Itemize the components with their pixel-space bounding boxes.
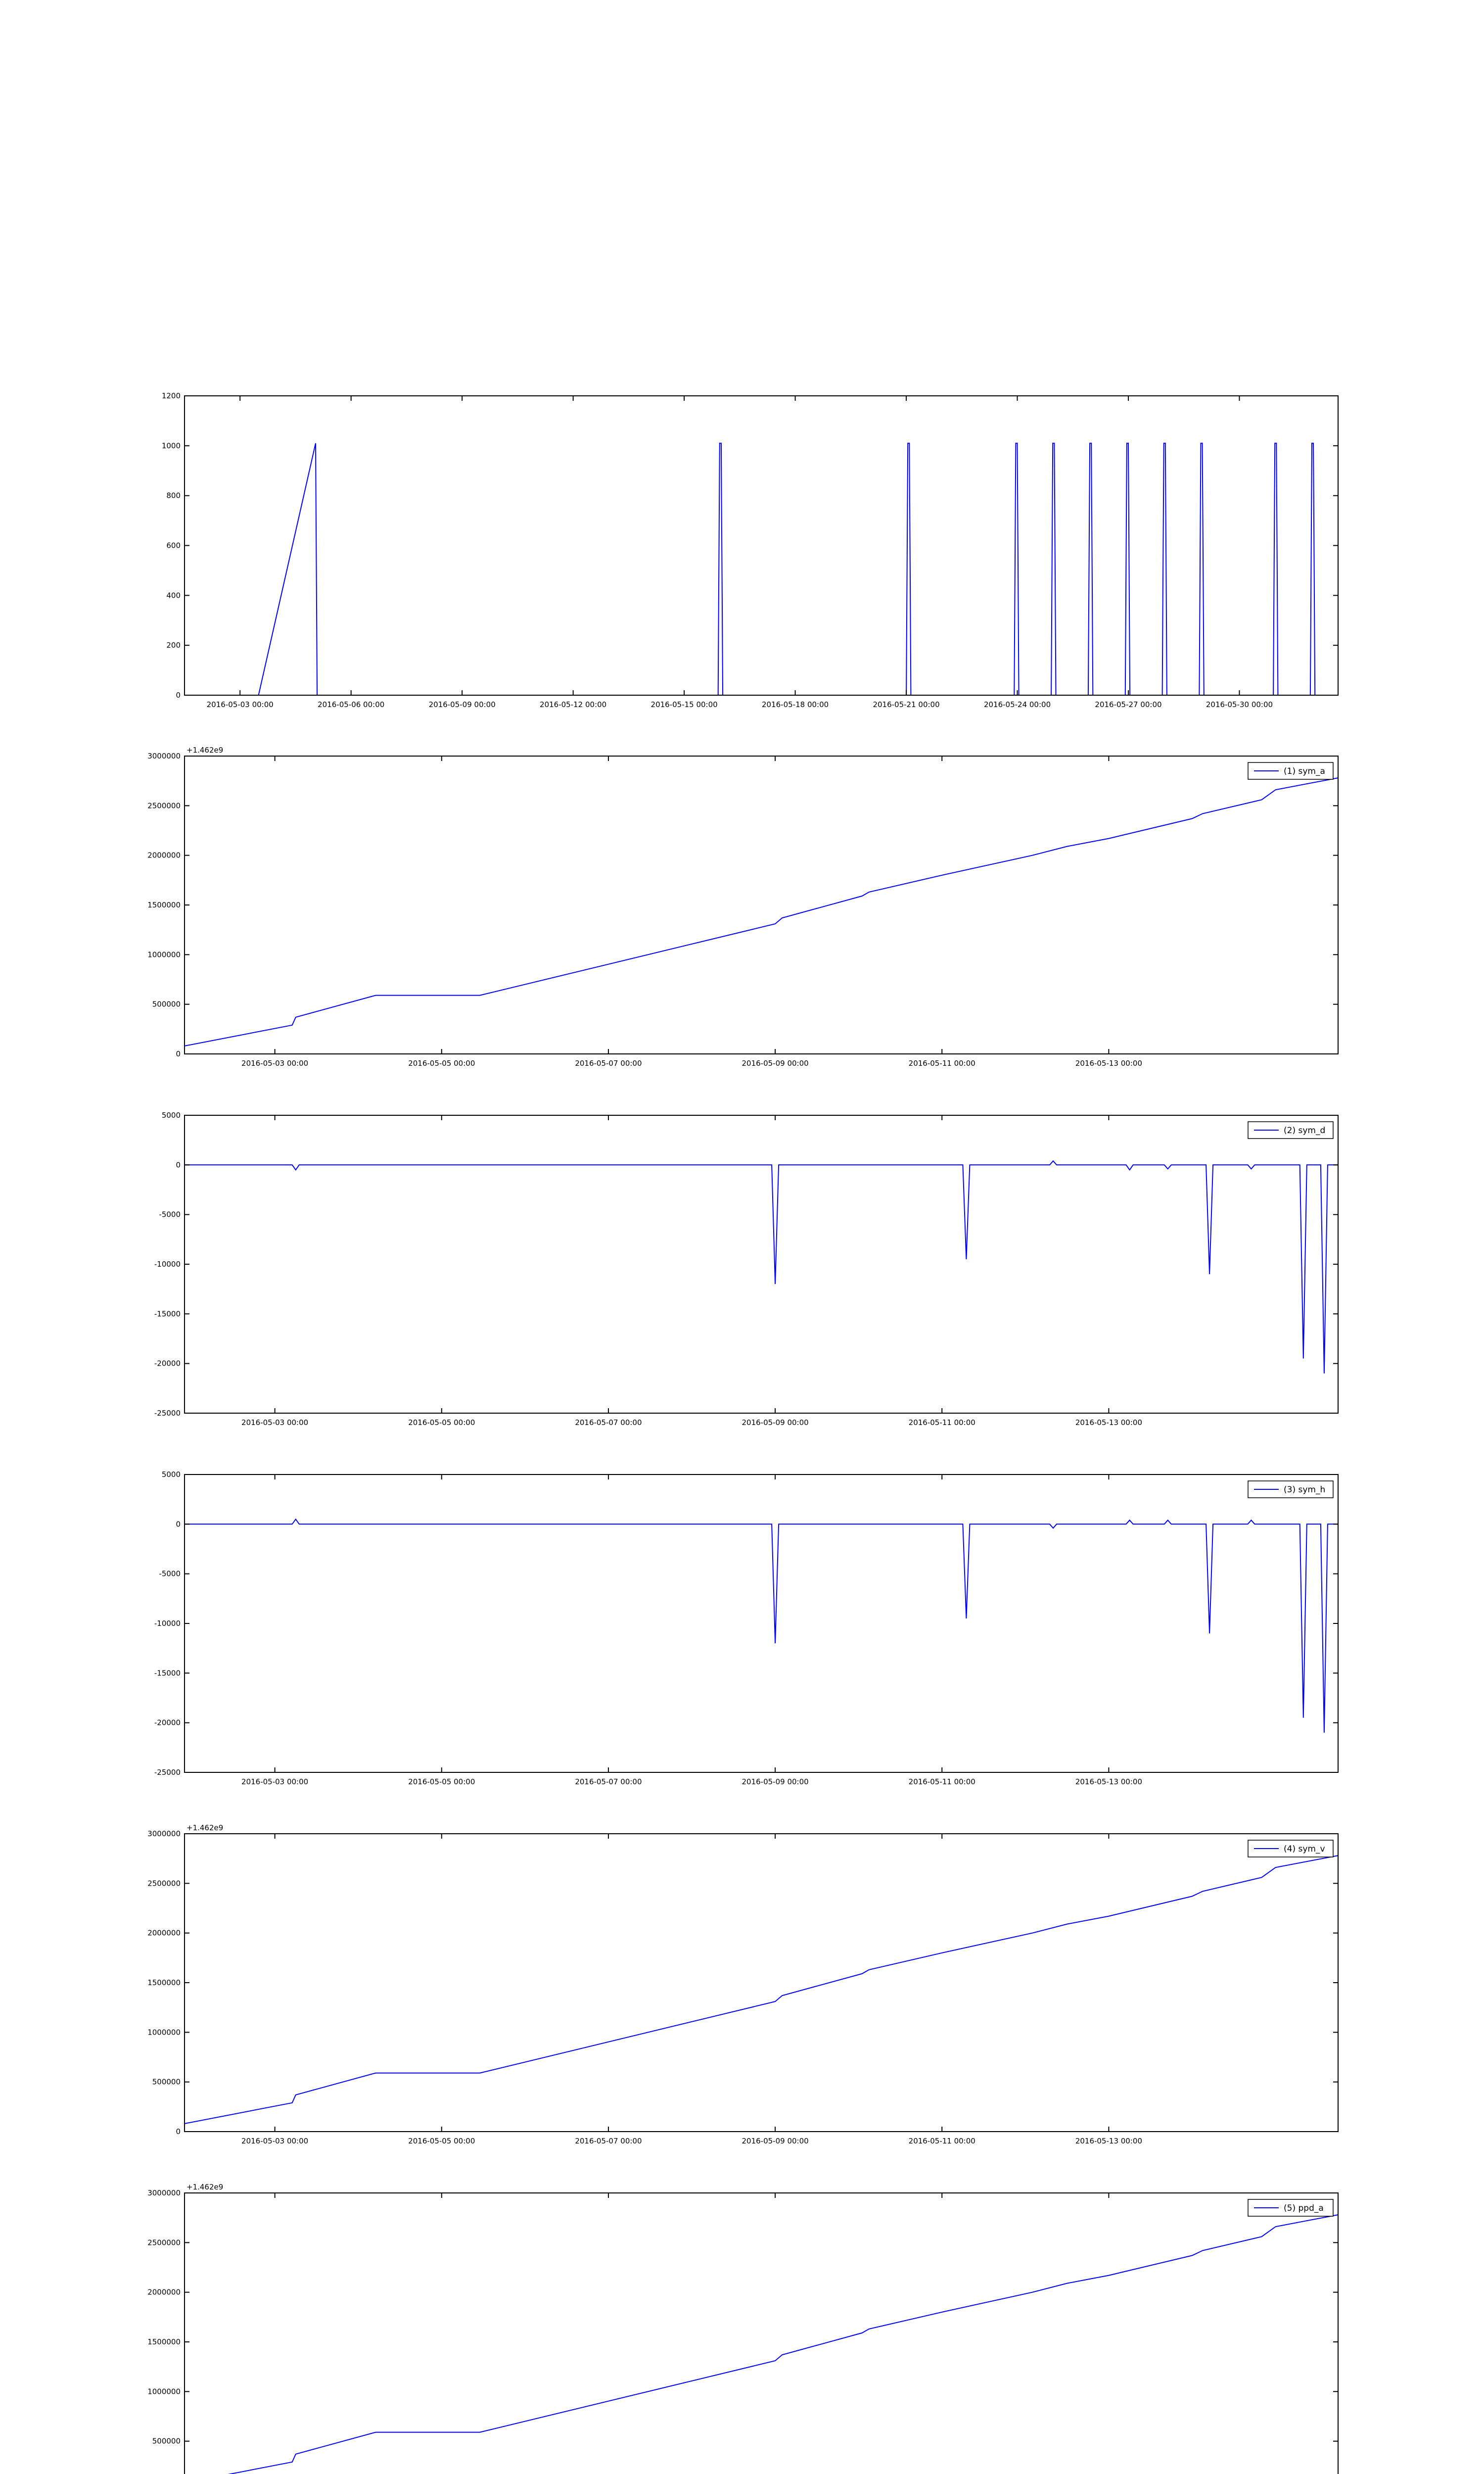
x-tick-label: 2016-05-24 00:00 bbox=[983, 700, 1051, 709]
x-tick-label: 2016-05-11 00:00 bbox=[908, 1777, 975, 1786]
x-tick-label: 2016-05-06 00:00 bbox=[318, 700, 385, 709]
y-tick-label: 3000000 bbox=[147, 1829, 181, 1838]
y-tick-label: 1000000 bbox=[147, 2028, 181, 2037]
y-tick-label: -25000 bbox=[154, 1409, 181, 1418]
axes-frame bbox=[185, 2193, 1338, 2474]
y-tick-label: 1000000 bbox=[147, 2387, 181, 2396]
x-tick-label: 2016-05-27 00:00 bbox=[1095, 700, 1162, 709]
chart-panel-3 bbox=[154, 1111, 1338, 1427]
x-tick-label: 2016-05-12 00:00 bbox=[540, 700, 607, 709]
y-tick-label: -15000 bbox=[154, 1309, 181, 1319]
series-line bbox=[185, 2215, 1338, 2474]
axes-frame bbox=[185, 1475, 1338, 1772]
x-tick-label: 2016-05-09 00:00 bbox=[742, 2137, 809, 2145]
series-line bbox=[185, 1856, 1338, 2124]
y-tick-label: 800 bbox=[166, 491, 181, 500]
legend-label: (4) sym_v bbox=[1284, 1844, 1325, 1854]
y-tick-label: 200 bbox=[166, 641, 181, 650]
y-tick-label: 2000000 bbox=[147, 2287, 181, 2297]
x-tick-label: 2016-05-03 00:00 bbox=[241, 1418, 309, 1427]
legend-label: (2) sym_d bbox=[1284, 1126, 1326, 1136]
y-offset-label: +1.462e9 bbox=[186, 2183, 224, 2191]
legend bbox=[1248, 1122, 1333, 1139]
y-tick-label: 1500000 bbox=[147, 1978, 181, 1987]
x-tick-label: 2016-05-05 00:00 bbox=[408, 1418, 475, 1427]
y-tick-label: 5000 bbox=[161, 1111, 181, 1120]
x-tick-label: 2016-05-03 00:00 bbox=[206, 700, 274, 709]
y-tick-label: 1000000 bbox=[147, 950, 181, 959]
chart-panel-5 bbox=[147, 1823, 1338, 2145]
x-tick-label: 2016-05-03 00:00 bbox=[241, 1059, 309, 1068]
x-tick-label: 2016-05-21 00:00 bbox=[873, 700, 940, 709]
y-tick-label: 1000 bbox=[161, 441, 181, 450]
x-tick-label: 2016-05-07 00:00 bbox=[575, 1418, 642, 1427]
legend bbox=[1248, 1840, 1333, 1857]
y-tick-label: -10000 bbox=[154, 1619, 181, 1628]
x-tick-label: 2016-05-03 00:00 bbox=[241, 1777, 309, 1786]
chart-panel-1 bbox=[162, 391, 1338, 709]
x-tick-label: 2016-05-05 00:00 bbox=[408, 2137, 475, 2145]
y-tick-label: -25000 bbox=[154, 1768, 181, 1777]
y-tick-label: 500000 bbox=[152, 2436, 181, 2446]
y-tick-label: 0 bbox=[176, 2127, 181, 2136]
y-tick-label: 3000000 bbox=[147, 752, 181, 761]
y-tick-label: -5000 bbox=[159, 1210, 181, 1219]
legend bbox=[1248, 762, 1333, 779]
x-tick-label: 2016-05-09 00:00 bbox=[742, 1418, 809, 1427]
y-tick-label: 1200 bbox=[161, 391, 181, 400]
chart-panel-4 bbox=[154, 1470, 1338, 1786]
y-tick-label: 1500000 bbox=[147, 901, 181, 909]
legend bbox=[1248, 2199, 1333, 2216]
y-tick-label: -15000 bbox=[154, 1668, 181, 1678]
y-tick-label: 500000 bbox=[152, 2077, 181, 2087]
y-tick-label: 2000000 bbox=[147, 1928, 181, 1938]
x-tick-label: 2016-05-13 00:00 bbox=[1075, 1777, 1142, 1786]
y-tick-label: 0 bbox=[176, 1160, 181, 1170]
series-line bbox=[185, 1519, 1338, 1732]
y-offset-label: +1.462e9 bbox=[186, 1823, 224, 1832]
x-tick-label: 2016-05-11 00:00 bbox=[908, 1059, 975, 1068]
y-tick-label: 5000 bbox=[161, 1470, 181, 1479]
x-tick-label: 2016-05-15 00:00 bbox=[650, 700, 718, 709]
axes-frame bbox=[185, 1834, 1338, 2132]
series-line bbox=[185, 443, 1338, 695]
y-tick-label: 600 bbox=[166, 541, 181, 550]
y-tick-label: 2500000 bbox=[147, 2238, 181, 2247]
legend-label: (1) sym_a bbox=[1284, 766, 1325, 776]
series-line bbox=[185, 1161, 1338, 1373]
x-tick-label: 2016-05-07 00:00 bbox=[575, 2137, 642, 2145]
x-tick-label: 2016-05-13 00:00 bbox=[1075, 1059, 1142, 1068]
y-tick-label: 0 bbox=[176, 1520, 181, 1529]
x-tick-label: 2016-05-11 00:00 bbox=[908, 2137, 975, 2145]
x-tick-label: 2016-05-09 00:00 bbox=[742, 1777, 809, 1786]
y-tick-label: -20000 bbox=[154, 1718, 181, 1727]
x-tick-label: 2016-05-03 00:00 bbox=[241, 2137, 309, 2145]
x-tick-label: 2016-05-05 00:00 bbox=[408, 1059, 475, 1068]
x-tick-label: 2016-05-13 00:00 bbox=[1075, 1418, 1142, 1427]
x-tick-label: 2016-05-30 00:00 bbox=[1206, 700, 1273, 709]
y-tick-label: 400 bbox=[166, 591, 181, 600]
axes-frame bbox=[185, 1115, 1338, 1413]
legend-label: (5) ppd_a bbox=[1284, 2203, 1324, 2213]
y-tick-label: 0 bbox=[176, 1049, 181, 1058]
y-tick-label: 0 bbox=[176, 691, 181, 700]
y-offset-label: +1.462e9 bbox=[186, 746, 224, 755]
x-tick-label: 2016-05-18 00:00 bbox=[762, 700, 829, 709]
series-line bbox=[185, 778, 1338, 1046]
y-tick-label: -20000 bbox=[154, 1359, 181, 1368]
y-tick-label: 500000 bbox=[152, 999, 181, 1009]
y-tick-label: 3000000 bbox=[147, 2189, 181, 2197]
chart-panel-6 bbox=[147, 2183, 1338, 2474]
chart-panel-2 bbox=[147, 746, 1338, 1068]
legend bbox=[1248, 1481, 1333, 1498]
y-tick-label: -10000 bbox=[154, 1260, 181, 1269]
x-tick-label: 2016-05-07 00:00 bbox=[575, 1777, 642, 1786]
axes-frame bbox=[185, 756, 1338, 1054]
x-tick-label: 2016-05-11 00:00 bbox=[908, 1418, 975, 1427]
y-tick-label: 1500000 bbox=[147, 2337, 181, 2346]
y-tick-label: 2500000 bbox=[147, 1879, 181, 1888]
x-tick-label: 2016-05-09 00:00 bbox=[742, 1059, 809, 1068]
x-tick-label: 2016-05-09 00:00 bbox=[428, 700, 496, 709]
x-tick-label: 2016-05-05 00:00 bbox=[408, 1777, 475, 1786]
y-tick-label: 2000000 bbox=[147, 851, 181, 860]
x-tick-label: 2016-05-13 00:00 bbox=[1075, 2137, 1142, 2145]
y-tick-label: 2500000 bbox=[147, 801, 181, 810]
axes-frame bbox=[185, 396, 1338, 695]
y-tick-label: -5000 bbox=[159, 1569, 181, 1578]
legend-label: (3) sym_h bbox=[1284, 1485, 1326, 1495]
x-tick-label: 2016-05-07 00:00 bbox=[575, 1059, 642, 1068]
